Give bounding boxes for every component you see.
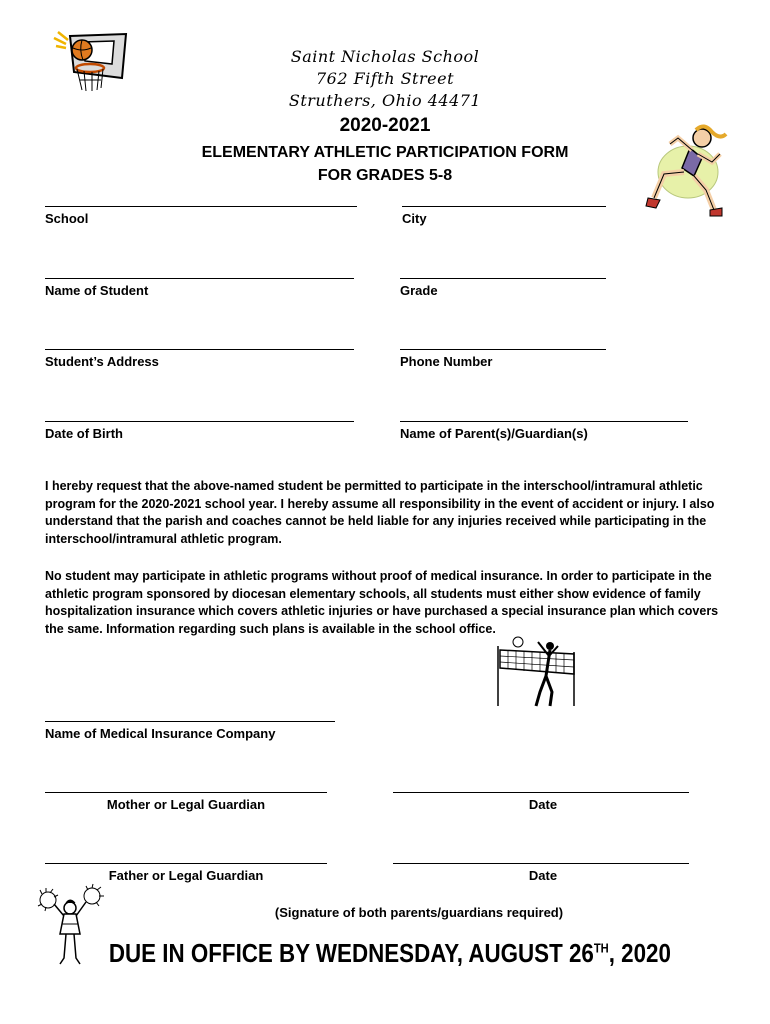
school-name: Saint Nicholas School <box>290 47 480 66</box>
address-label: Student’s Address <box>45 354 159 369</box>
student-name-line[interactable] <box>45 278 354 279</box>
school-label: School <box>45 211 89 226</box>
insurance-paragraph: No student may participate in athletic programs without proof of medical insurance. In order to participate in the athletic program sponsored by diocesan elementary schools, all students must either show evidence of family hospitalization insurance which covers athletic injuries or have purchased a special insurance plan which covers the same. Information regarding such plans is available in the school office. <box>45 569 719 636</box>
dob-label: Date of Birth <box>45 426 123 441</box>
father-date-line[interactable] <box>393 863 689 864</box>
due-date-suffix: , 2020 <box>608 938 671 968</box>
insurance-label: Name of Medical Insurance Company <box>45 726 276 741</box>
father-label: Father or Legal Guardian <box>108 868 264 883</box>
father-signature-line[interactable] <box>45 863 327 864</box>
signature-note: (Signature of both parents/guardians required) <box>274 905 564 920</box>
volleyball-player-icon <box>494 634 578 710</box>
city-label: City <box>402 211 427 226</box>
student-name-label: Name of Student <box>45 283 149 298</box>
grade-label: Grade <box>400 283 438 298</box>
phone-label: Phone Number <box>400 354 493 369</box>
school-year: 2020-2021 <box>339 115 431 136</box>
runner-girl-icon <box>638 124 742 220</box>
school-line[interactable] <box>45 206 357 207</box>
mother-label: Mother or Legal Guardian <box>106 797 266 812</box>
dob-line[interactable] <box>45 421 354 422</box>
basketball-hoop-icon <box>52 28 132 98</box>
mother-date-label: Date <box>528 797 558 812</box>
mother-date-line[interactable] <box>393 792 689 793</box>
due-date-notice <box>59 938 721 969</box>
address-line[interactable] <box>45 349 354 350</box>
city-line[interactable] <box>402 206 606 207</box>
grade-line[interactable] <box>400 278 606 279</box>
father-date-label: Date <box>528 868 558 883</box>
form-title: ELEMENTARY ATHLETIC PARTICIPATION FORM <box>201 144 569 161</box>
form-subtitle: FOR GRADES 5-8 <box>317 167 453 184</box>
due-date-prefix: DUE IN OFFICE BY WEDNESDAY, AUGUST 26 <box>108 938 594 968</box>
insurance-line[interactable] <box>45 721 335 722</box>
school-street: 762 Fifth Street <box>316 69 454 88</box>
parents-line[interactable] <box>400 421 688 422</box>
phone-line[interactable] <box>400 349 606 350</box>
mother-signature-line[interactable] <box>45 792 327 793</box>
parents-label: Name of Parent(s)/Guardian(s) <box>400 426 588 441</box>
due-date-sup: TH <box>593 940 609 956</box>
consent-paragraph: I hereby request that the above-named student be permitted to participate in the interschool/intramural athletic program for the 2020-2021 school year. I hereby assume all responsibility in the event of accident or injury. I also understand that the parish and coaches cannot be held liable for any injuries received while participating in the interschool/intramural athletic program. <box>45 479 715 546</box>
school-city-state: Struthers, Ohio 44471 <box>288 91 482 110</box>
